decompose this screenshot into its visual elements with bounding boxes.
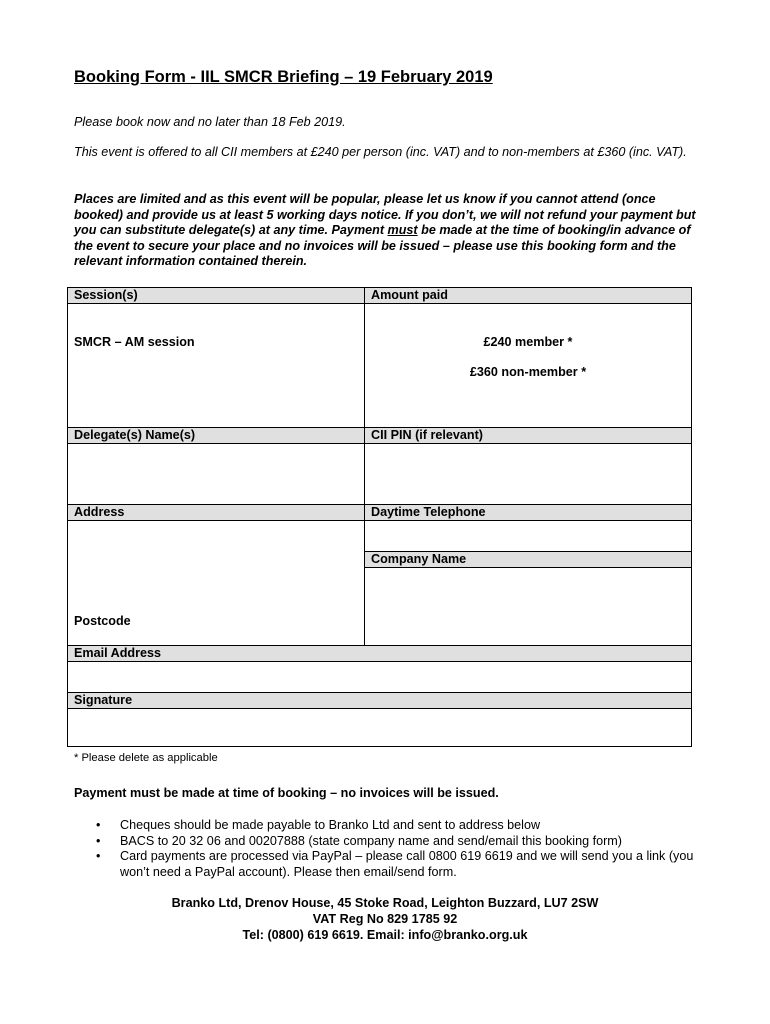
delegate-header: Delegate(s) Name(s): [68, 428, 365, 444]
bullet-icon: •: [96, 849, 101, 863]
company-header: Company Name: [365, 552, 692, 568]
signature-field[interactable]: [68, 709, 692, 747]
intro-deadline: Please book now and no later than 18 Feb 2019.: [74, 115, 346, 129]
session-cell[interactable]: [68, 304, 365, 428]
email-header: Email Address: [68, 646, 692, 662]
amount-member: £240 member *: [483, 335, 573, 349]
list-item: [74, 849, 694, 880]
footer-contact: Tel: (0800) 619 6619. Email: info@branko.org.uk: [242, 928, 528, 942]
amount-cell[interactable]: [365, 304, 692, 428]
payment-heading: Payment must be made at time of booking – no invoices will be issued.: [74, 786, 499, 800]
list-item: [74, 834, 694, 850]
telephone-header: Daytime Telephone: [365, 505, 692, 521]
bullet-text: Cheques should be made payable to Branko Ltd and sent to address below: [120, 818, 541, 832]
address-field[interactable]: [68, 521, 365, 646]
bullet-icon: •: [96, 833, 101, 848]
places-must: must: [387, 223, 418, 237]
places-text-2: be made at the time of booking/in advance of the event to secure your place and no invoices will be issued – please use this booking form and the relevant information contained therein.: [74, 223, 691, 268]
amount-nonmember: £360 non-member *: [469, 365, 587, 379]
address-header: Address: [68, 505, 365, 521]
delegate-name-field[interactable]: [68, 444, 365, 505]
footer-address: Branko Ltd, Drenov House, 45 Stoke Road, Leighton Buzzard, LU7 2SW: [171, 896, 599, 910]
bullet-text: BACS to 20 32 06 and 00207888 (state company name and send/email this booking form): [120, 833, 622, 848]
pin-field[interactable]: [365, 444, 692, 505]
page-title: Booking Form - IIL SMCR Briefing – 19 February 2019: [74, 68, 493, 86]
intro-pricing: This event is offered to all CII members at £240 per person (inc. VAT) and to non-members at £360 (inc. VAT).: [74, 145, 687, 159]
company-field[interactable]: [365, 568, 692, 646]
list-item: [74, 818, 694, 834]
telephone-field[interactable]: [365, 521, 692, 552]
places-text-1: Places are limited and as this event will be popular, please let us know if you cannot attend (once booked) and provide us at least 5 working days notice. If you don’t, we will not refund your payment but you can substitute delegate(s) at any time. Payment: [74, 192, 696, 237]
payment-options-list: [74, 818, 694, 880]
booking-form-table: [67, 287, 692, 747]
bullet-icon: •: [96, 818, 101, 832]
bullet-text: Card payments are processed via PayPal – please call 0800 619 6619 and we will send you a link (you won’t need a PayPal account). Please then email/send form.: [120, 849, 694, 879]
pin-header: CII PIN (if relevant): [365, 428, 692, 444]
session-header: Session(s): [68, 288, 365, 304]
places-notice: [74, 192, 696, 270]
footer: [74, 895, 696, 943]
postcode-label: Postcode: [74, 614, 131, 628]
session-value: SMCR – AM session: [74, 335, 195, 349]
footer-vat: VAT Reg No 829 1785 92: [312, 912, 458, 926]
signature-header: Signature: [68, 693, 692, 709]
delete-note: * Please delete as applicable: [74, 752, 218, 764]
email-field[interactable]: [68, 662, 692, 693]
amount-header: Amount paid: [365, 288, 692, 304]
